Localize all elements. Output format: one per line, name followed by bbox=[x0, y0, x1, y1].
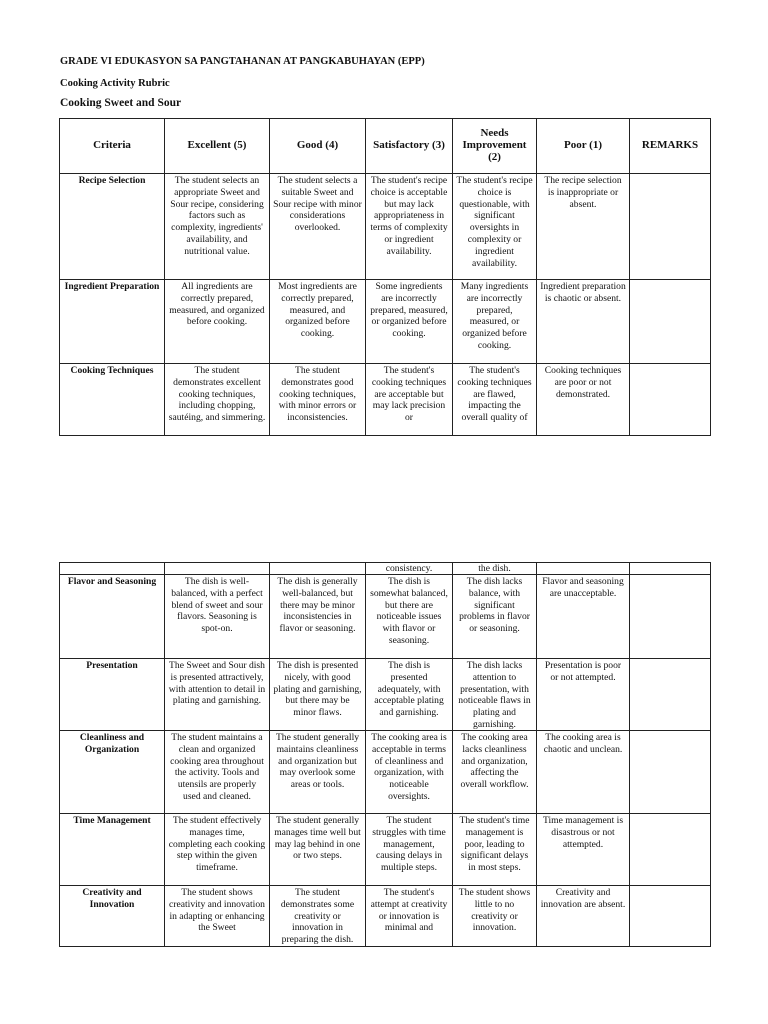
good-cell bbox=[270, 575, 366, 659]
poor-cell-text: Time management is disastrous or not attempted. bbox=[542, 815, 624, 850]
remarks-cell bbox=[630, 886, 711, 947]
excellent-cell-text: The student demonstrates excellent cooking techniques, including chopping, sautéing, and simmering. bbox=[168, 365, 266, 424]
good-cell bbox=[270, 814, 366, 886]
satisfactory-cell: consistency. bbox=[366, 563, 453, 575]
poor-cell-text: The recipe selection is inappropriate or absent. bbox=[544, 175, 622, 210]
satisfactory-cell-text: The student's attempt at creativity or innovation is minimal and bbox=[370, 887, 448, 934]
satisfactory-cell bbox=[366, 280, 453, 364]
good-cell-text: The student generally maintains cleanliness and organization but may overlook some areas or tools. bbox=[275, 732, 360, 791]
needs-improvement-cell-text: The dish lacks attention to presentation, with noticeable flaws in plating and garnishing. bbox=[458, 660, 531, 729]
remarks-cell bbox=[630, 174, 711, 280]
needs-improvement-cell bbox=[453, 174, 537, 280]
satisfactory-cell bbox=[366, 364, 453, 436]
activity-title: Cooking Sweet and Sour bbox=[60, 97, 182, 109]
satisfactory-cell bbox=[366, 174, 453, 280]
remarks-cell bbox=[630, 814, 711, 886]
rubric-row bbox=[60, 575, 711, 659]
column-header-criteria: Criteria bbox=[60, 119, 165, 174]
excellent-cell-text: The dish is well-balanced, with a perfect blend of sweet and sour flavors. Seasoning is spot-on. bbox=[171, 576, 263, 635]
criteria-cell bbox=[60, 174, 165, 280]
poor-cell bbox=[537, 280, 630, 364]
excellent-cell-text: The student maintains a clean and organized cooking area throughout the activity. Tools and utensils are properly used and cleaned. bbox=[170, 732, 264, 802]
criteria-cell-text: Cooking Techniques bbox=[70, 365, 154, 376]
remarks-cell bbox=[630, 364, 711, 436]
column-header-satisfactory: Satisfactory (3) bbox=[366, 119, 453, 174]
rubric-body-page2 bbox=[60, 563, 711, 947]
poor-cell bbox=[537, 575, 630, 659]
rubric-row bbox=[60, 659, 711, 731]
document-subtitle: Cooking Activity Rubric bbox=[60, 78, 170, 89]
good-cell-text: The dish is generally well-balanced, but there may be minor inconsistencies in flavor or seasoning. bbox=[277, 576, 358, 635]
good-cell bbox=[270, 174, 366, 280]
needs-improvement-cell-text: The student's cooking techniques are flawed, impacting the overall quality of bbox=[457, 365, 532, 424]
satisfactory-cell-text: The student struggles with time management, causing delays in multiple steps. bbox=[372, 815, 446, 874]
rubric-row bbox=[60, 886, 711, 947]
satisfactory-cell-text: The student's cooking techniques are acceptable but may lack precision or bbox=[371, 365, 447, 424]
needs-improvement-cell bbox=[453, 814, 537, 886]
needs-improvement-cell bbox=[453, 659, 537, 731]
criteria-cell bbox=[60, 575, 165, 659]
good-cell bbox=[270, 280, 366, 364]
poor-cell bbox=[537, 364, 630, 436]
rubric-row bbox=[60, 731, 711, 814]
poor-cell-text: Flavor and seasoning are unacceptable. bbox=[542, 576, 624, 599]
criteria-cell bbox=[60, 814, 165, 886]
document-title: GRADE VI EDUKASYON SA PANGTAHANAN AT PANGKABUHAYAN (EPP) bbox=[60, 56, 425, 67]
needs-improvement-cell bbox=[453, 364, 537, 436]
criteria-cell-text: Presentation bbox=[86, 660, 138, 671]
excellent-cell bbox=[165, 563, 270, 575]
criteria-cell bbox=[60, 563, 165, 575]
needs-improvement-cell-text: The student's time management is poor, leading to significant delays in most steps. bbox=[459, 815, 530, 874]
excellent-cell-text: The student shows creativity and innovation in adapting or enhancing the Sweet bbox=[169, 887, 265, 934]
good-cell-text: The student selects a suitable Sweet and Sour recipe with minor considerations overlooked. bbox=[273, 175, 362, 234]
good-cell-text: The student generally manages time well but may lag behind in one or two steps. bbox=[274, 815, 361, 862]
needs-improvement-cell-text: The dish lacks balance, with significant problems in flavor or seasoning. bbox=[459, 576, 530, 635]
rubric-table-page2 bbox=[59, 562, 711, 947]
satisfactory-cell bbox=[366, 731, 453, 814]
excellent-cell-text: The student selects an appropriate Sweet and Sour recipe, considering factors such as complexity, ingredients' availability, and nutritional value. bbox=[170, 175, 264, 257]
excellent-cell bbox=[165, 659, 270, 731]
criteria-cell bbox=[60, 731, 165, 814]
rubric-body-page1 bbox=[60, 174, 711, 436]
poor-cell-text: Ingredient preparation is chaotic or absent. bbox=[540, 281, 626, 304]
column-header-poor: Poor (1) bbox=[537, 119, 630, 174]
column-header-remarks: REMARKS bbox=[630, 119, 711, 174]
excellent-cell bbox=[165, 731, 270, 814]
excellent-cell bbox=[165, 575, 270, 659]
rubric-table-page1 bbox=[59, 118, 711, 436]
satisfactory-cell bbox=[366, 886, 453, 947]
needs-improvement-cell: the dish. bbox=[453, 563, 537, 575]
needs-improvement-cell bbox=[453, 731, 537, 814]
poor-cell bbox=[537, 659, 630, 731]
poor-cell bbox=[537, 886, 630, 947]
satisfactory-cell bbox=[366, 575, 453, 659]
column-header-good: Good (4) bbox=[270, 119, 366, 174]
criteria-cell bbox=[60, 659, 165, 731]
good-cell bbox=[270, 731, 366, 814]
poor-cell bbox=[537, 814, 630, 886]
criteria-cell-text: Recipe Selection bbox=[78, 175, 146, 186]
satisfactory-cell bbox=[366, 814, 453, 886]
header-row bbox=[60, 119, 711, 174]
satisfactory-cell-text: The student's recipe choice is acceptable but may lack appropriateness in terms of complexity or ingredient availability. bbox=[370, 175, 448, 257]
needs-improvement-cell bbox=[453, 575, 537, 659]
excellent-cell-text: All ingredients are correctly prepared, measured, and organized before cooking. bbox=[169, 281, 265, 328]
criteria-cell-text: Ingredient Preparation bbox=[64, 281, 160, 292]
poor-cell bbox=[537, 563, 630, 575]
remarks-cell bbox=[630, 659, 711, 731]
satisfactory-cell-text: The cooking area is acceptable in terms of cleanliness and organization, with noticeable oversights. bbox=[371, 732, 447, 802]
excellent-cell-text: The student effectively manages time, completing each cooking step within the given timeframe. bbox=[168, 815, 266, 874]
criteria-cell bbox=[60, 886, 165, 947]
column-header-excellent: Excellent (5) bbox=[165, 119, 270, 174]
good-cell-text: The dish is presented nicely, with good plating and garnishing, but there may be minor flaws. bbox=[273, 660, 362, 719]
needs-improvement-cell bbox=[453, 886, 537, 947]
good-cell bbox=[270, 364, 366, 436]
column-header-needs-improvement: Needs Improvement (2) bbox=[453, 119, 537, 174]
needs-improvement-cell bbox=[453, 280, 537, 364]
remarks-cell bbox=[630, 563, 711, 575]
criteria-cell-text: Creativity and Innovation bbox=[82, 887, 142, 910]
criteria-cell-text: Cleanliness and Organization bbox=[79, 732, 145, 755]
continuation-row bbox=[60, 563, 711, 575]
good-cell-text: The student demonstrates good cooking techniques, with minor errors or inconsistencies. bbox=[278, 365, 357, 424]
remarks-cell bbox=[630, 575, 711, 659]
remarks-cell bbox=[630, 280, 711, 364]
rubric-row bbox=[60, 814, 711, 886]
remarks-cell bbox=[630, 731, 711, 814]
criteria-cell bbox=[60, 364, 165, 436]
good-cell bbox=[270, 886, 366, 947]
criteria-cell-text: Time Management bbox=[73, 815, 151, 826]
needs-improvement-cell-text: The student shows little to no creativity or innovation. bbox=[458, 887, 531, 934]
good-cell-text: Most ingredients are correctly prepared, measured, and organized before cooking. bbox=[278, 281, 357, 340]
satisfactory-cell bbox=[366, 659, 453, 731]
good-cell-text: The student demonstrates some creativity or innovation in preparing the dish. bbox=[280, 887, 355, 945]
satisfactory-cell-text: The dish is somewhat balanced, but there are noticeable issues with flavor or seasoning. bbox=[370, 576, 448, 646]
satisfactory-cell-text: Some ingredients are incorrectly prepared, measured, or organized before cooking. bbox=[370, 281, 448, 340]
rubric-row bbox=[60, 174, 711, 280]
excellent-cell bbox=[165, 886, 270, 947]
poor-cell bbox=[537, 174, 630, 280]
excellent-cell bbox=[165, 174, 270, 280]
poor-cell-text: Presentation is poor or not attempted. bbox=[544, 660, 622, 683]
criteria-cell-text: Flavor and Seasoning bbox=[67, 576, 157, 587]
poor-cell-text: The cooking area is chaotic and unclean. bbox=[543, 732, 623, 755]
poor-cell-text: Creativity and innovation are absent. bbox=[540, 887, 626, 910]
poor-cell bbox=[537, 731, 630, 814]
needs-improvement-cell-text: The student's recipe choice is questionable, with significant oversights in complexity or ingredient availability. bbox=[456, 175, 533, 269]
good-cell bbox=[270, 659, 366, 731]
needs-improvement-cell-text: The cooking area lacks cleanliness and organization, affecting the overall workflow. bbox=[460, 732, 529, 791]
excellent-cell bbox=[165, 814, 270, 886]
excellent-cell-text: The Sweet and Sour dish is presented attractively, with attention to detail in plating and garnishing. bbox=[168, 660, 266, 707]
rubric-row bbox=[60, 280, 711, 364]
excellent-cell bbox=[165, 364, 270, 436]
good-cell bbox=[270, 563, 366, 575]
rubric-row bbox=[60, 364, 711, 436]
excellent-cell bbox=[165, 280, 270, 364]
poor-cell-text: Cooking techniques are poor or not demonstrated. bbox=[544, 365, 622, 400]
satisfactory-cell-text: The dish is presented adequately, with acceptable plating and garnishing. bbox=[374, 660, 444, 719]
criteria-cell bbox=[60, 280, 165, 364]
needs-improvement-cell-text: Many ingredients are incorrectly prepared, measured, or organized before cooking. bbox=[460, 281, 529, 351]
